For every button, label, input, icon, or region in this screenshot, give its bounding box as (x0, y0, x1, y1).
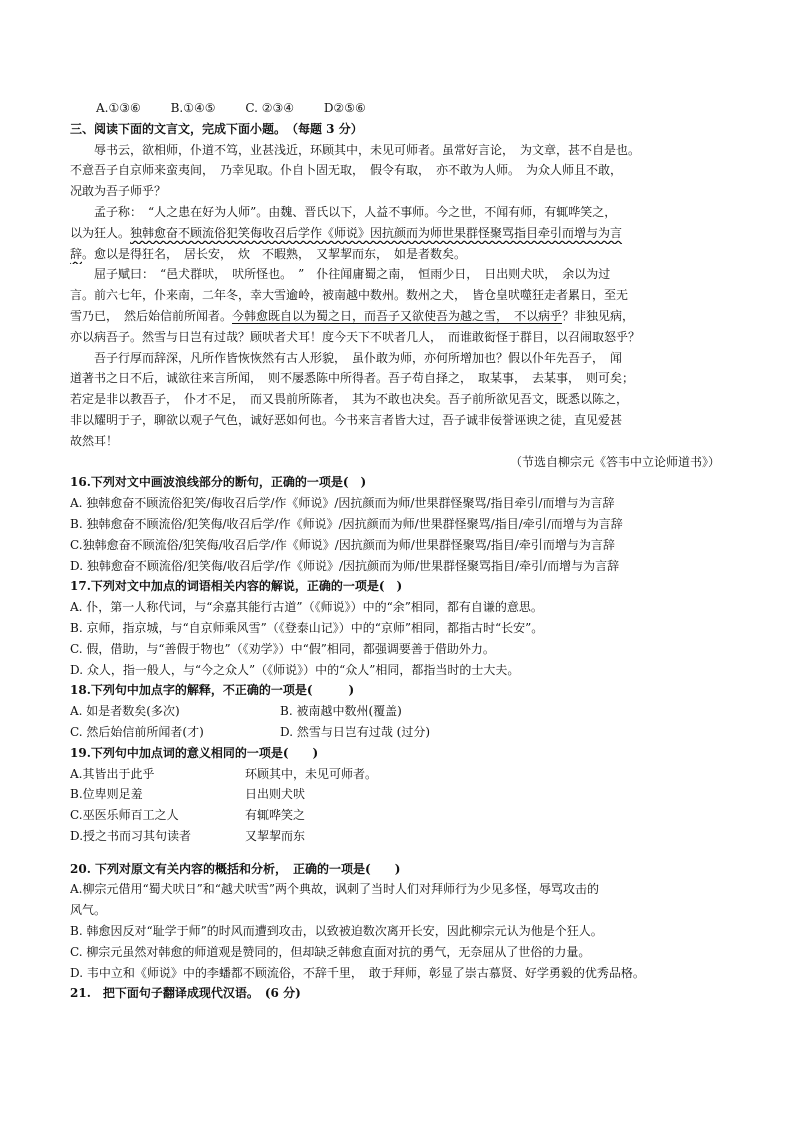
passage-line: 孟子称： “人之患在好为人师”。由魏、晋氏以下，人益不事师。今之世，不闻有师，有辄哗笑之， (94, 204, 617, 219)
passage-text: 雪乃已， 然后始信前所闻者。 (70, 308, 233, 323)
question-stem: 20. 下列对原文有关内容的概括和分析， 正确的一项是( ) (70, 861, 401, 876)
passage-source: （节选自柳宗元《答韦中立论师道书》） (509, 454, 720, 469)
passage-line: 不意吾子自京师来蛮夷间， 乃幸见取。仆自卜固无取， 假令有取， 亦不敢为人师。 为众人师且不敢， (70, 163, 623, 178)
option-pair (70, 805, 730, 826)
passage-text: 。愈以是得狂名， 居长安， 炊 不暇熟， 又挈挈而东， 如是者数矣。 (82, 246, 467, 261)
passage-line (70, 244, 730, 265)
question-20 (70, 859, 730, 984)
underlined-sentence: 今韩愈既自以为蜀之日，而吾子又欲使吾为越之雪， 不以病乎 (232, 308, 563, 323)
passage-line: 吾子行厚而辞深，凡所作皆恢恢然有古人形貌， 虽仆敢为师，亦何所增加也？假以仆年先吾子， 闻 (94, 350, 623, 365)
option-a: A.柳宗元借用“蜀犬吠日”和“越犬吠雪”两个典故，讽刺了当时人们对拜师行为少见多怪，辱骂攻击的 (70, 882, 600, 897)
option-a: A. 仆，第一人称代词，与“余嘉其能行古道”（《师说》）中的“余”相同，都有自谦的意思。 (70, 600, 543, 615)
option-a: A. 独韩愈奋不顾流俗犯笑/侮收召后学/作《师说》/因抗颜而为师/世果群怪聚骂/指目牵引/而增与为言辞 (70, 496, 615, 511)
passage-line: 辱书云，欲相师，仆道不笃，业甚浅近，环顾其中，未见可师者。虽常好言论， 为文章，甚不自是也。 (94, 142, 641, 157)
option-d: D. 众人，指一般人，与“今之众人”（《师说》）中的“众人”相同，都指当时的士大夫。 (70, 662, 520, 677)
option-c: C.独韩愈奋不顾流俗/犯笑侮/收召后学/作《师说》/因抗颜而为师/世果群怪聚骂/指目/牵引而增与为言辞 (70, 537, 615, 552)
option-c: C. 假，借助，与“善假于物也”（《劝学》）中“假”相同，都强调要善于借助外力。 (70, 641, 495, 656)
question-stem: 17.下列对文中加点的词语相关内容的解说，正确的一项是( ) (70, 579, 403, 594)
question-stem: 16.下列对文中画波浪线部分的断句，正确的一项是( ) (70, 475, 367, 490)
passage-line: 若定是非以教吾子， 仆才不足， 而又畏前所陈者， 其为不敢也决矣。吾子前所欲见吾文，既悉以陈之， (70, 392, 629, 407)
option-b: B. 韩愈因反对“耻学于师”的时风而遭到攻击，以致被迫数次离开长安，因此柳宗元认为他是个狂人。 (70, 924, 603, 939)
option-c: C. 柳宗元虽然对韩愈的师道观是赞同的，但却缺乏韩愈直面对抗的勇气，无奈屈从了世俗的力量。 (70, 944, 591, 959)
option-c-left: C.巫医乐师百工之人 (70, 808, 179, 823)
option-c-right: 有辄哗笑之 (245, 808, 306, 823)
option-b: B. 被南越中数州(覆盖) (280, 704, 402, 719)
passage-line: 屈子赋曰： “邑犬群吠， 吠所怪也。 ” 仆往闻庸蜀之南， 恒雨少日， 日出则犬吠， 余以为过 (94, 267, 611, 282)
passage-line (70, 223, 730, 244)
option-a-left: A.其皆出于此乎 (70, 766, 155, 781)
option-a-right: 环顾其中，未见可师者。 (245, 766, 378, 781)
option-d-left: D.授之书而习其句读者 (70, 828, 192, 843)
option-a-cont: 风气。 (70, 903, 107, 918)
option-row (70, 701, 730, 722)
previous-question-choices (70, 98, 730, 119)
question-18 (70, 680, 730, 742)
option-b-right: 日出则犬吠 (245, 787, 306, 802)
passage-line: 道著书之日不后，诚欲往来言所闻， 则不屡悉陈中所得者。吾子苟自择之， 取某事， 去某事， 则可矣； (70, 371, 635, 386)
choice-a: A.①③⑥ (96, 101, 141, 115)
option-c: C. 然后始信前所闻者(才) (70, 724, 204, 739)
exam-page (70, 98, 730, 1004)
question-19 (70, 743, 730, 847)
spacer (70, 847, 730, 859)
passage-line: 况敢为吾子师乎？ (70, 184, 167, 199)
question-stem: 18.下列句中加点字的解释，不正确的一项是( ) (70, 683, 355, 698)
question-21-stem: 21. 把下面句子翻译成现代汉语。 (6 分) (70, 986, 301, 1001)
option-d: D. 韦中立和《师说》中的李蟠都不顾流俗，不辞千里， 敢于拜师，彰显了崇古慕贤、好学勇毅的优秀品格。 (70, 965, 645, 980)
choice-d: D②⑤⑥ (323, 101, 366, 115)
option-b-left: B.位卑则足羞 (70, 787, 143, 802)
option-d: D. 然雪与日岂有过哉 (过分) (280, 724, 431, 739)
option-row (70, 722, 730, 743)
passage-text: ？非独见病， (562, 308, 635, 323)
passage-text: 以为狂人。 (70, 225, 131, 240)
passage-line (70, 306, 730, 327)
passage-line: 言。前六七年，仆来南，二年冬，幸大雪逾岭，被南越中数州。数州之犬， 皆仓皇吠噬狂走者累日，至无 (70, 288, 629, 303)
section-heading: 三、阅读下面的文言文，完成下面小题。 （每题 3 分） (70, 121, 363, 136)
classical-passage (70, 140, 730, 473)
option-d-right: 又挈挈而东 (245, 828, 306, 843)
choice-c: C. ②③④ (245, 101, 294, 115)
wavy-underlined-sentence: 独韩愈奋不顾流俗犯笑侮收召后学作《师说》因抗颜而为师世果群怪聚骂指目牵引而增与为言 (130, 225, 623, 240)
option-pair (70, 764, 730, 785)
question-16 (70, 472, 730, 576)
option-b: B. 京师，指京城，与“自京师乘风雪”（《登泰山记》）中的“京师”相同，都指古时“长安”。 (70, 620, 544, 635)
option-b: B. 独韩愈奋不顾流俗/犯笑侮/收召后学/作《师说》/因抗颜而为师/世果群怪聚骂/指目/牵引/而增与为言辞 (70, 516, 623, 531)
passage-line: 亦以病吾子。然雪与日岂有过哉？顾吠者犬耳！度今天下不吠者几人， 而谁敢衒怪于群目，以召闹取怒乎？ (70, 329, 641, 344)
question-stem: 19.下列句中加点词的意义相同的一项是( ) (70, 745, 319, 760)
option-pair (70, 784, 730, 805)
question-17 (70, 576, 730, 680)
option-d: D. 独韩愈奋不顾流俗/犯笑侮/收召后学/作《师说》/因抗颜而为师/世果群怪聚骂指目/牵引/而增与为言辞 (70, 558, 620, 573)
choice-b: B.①④⑤ (170, 101, 216, 115)
wavy-underlined-sentence-end: 辞 (70, 246, 83, 261)
passage-line: 故然耳！ (70, 433, 119, 448)
option-pair (70, 826, 730, 847)
passage-line: 非以耀明于子，聊欲以观子气色，诚好恶如何也。今书来言者皆大过，吾子诚非佞誉诬谀之徒，直见爱甚 (70, 412, 623, 427)
option-a: A. 如是者数矣(多次) (70, 704, 180, 719)
